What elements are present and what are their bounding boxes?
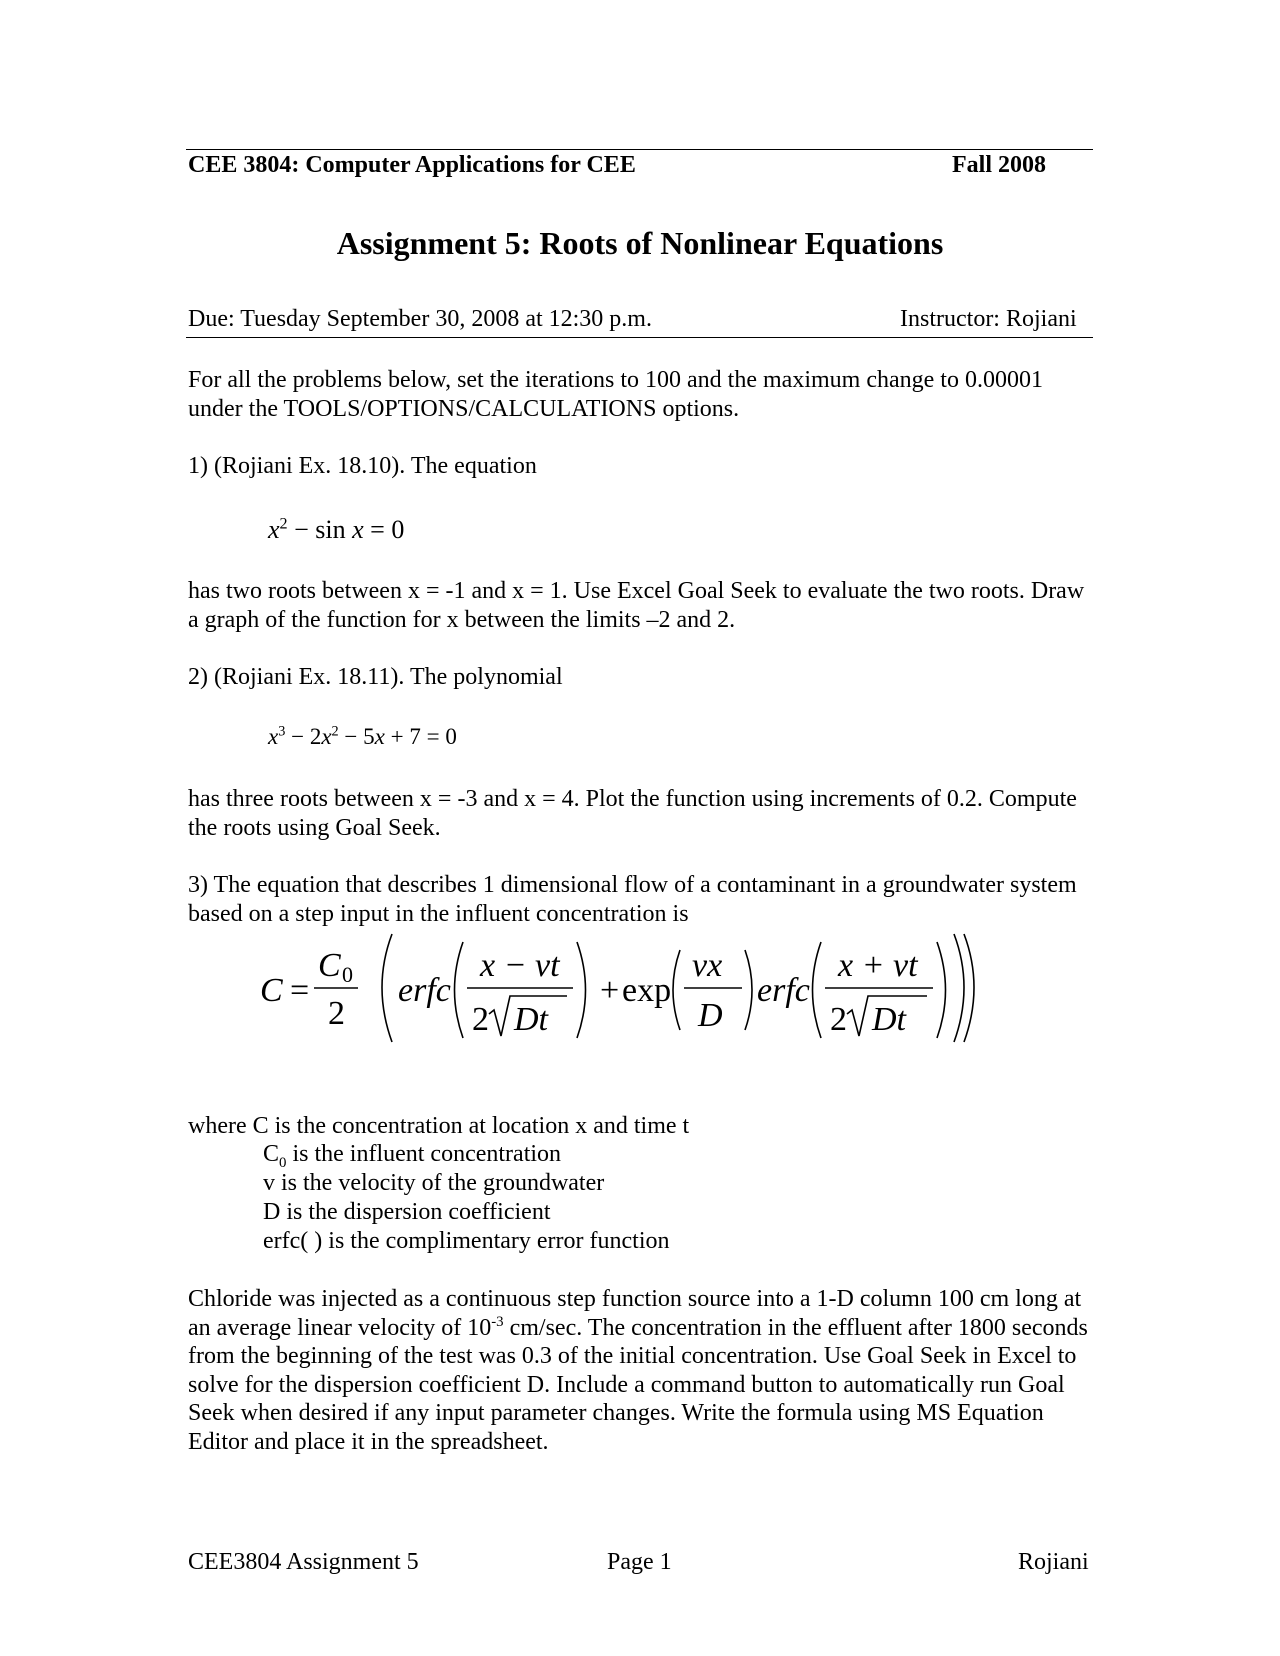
dispersion-formula <box>260 930 980 1050</box>
term-label: Fall 2008 <box>952 152 1046 178</box>
formula-num1: x − vt <box>480 947 560 984</box>
formula-den1-var: Dt <box>514 1001 548 1038</box>
formula-den1-coef: 2 <box>472 1001 489 1038</box>
header-bottom-rule <box>186 337 1093 338</box>
formula-c0-sub: 0 <box>342 962 353 987</box>
formula-lhs: C <box>260 972 283 1009</box>
due-date: Due: Tuesday September 30, 2008 at 12:30 p.m. <box>188 306 652 332</box>
problem2-heading: 2) (Rojiani Ex. 18.11). The polynomial <box>188 664 563 690</box>
intro-paragraph: For all the problems below, set the iterations to 100 and the maximum change to 0.00001 under the TOOLS/OPTIONS/CALCULATIONS options. <box>188 367 1043 422</box>
footer-page-number: Page 1 <box>607 1549 672 1575</box>
formula-den-exp: D <box>698 997 723 1034</box>
header-top-rule <box>186 149 1093 150</box>
problem1-heading: 1) (Rojiani Ex. 18.10). The equation <box>188 453 537 479</box>
formula-exp: exp <box>622 972 672 1009</box>
problem2-equation: $x^3 - 2x^2 - 5x + 7 = 0$ <box>268 723 457 749</box>
outer-left-paren <box>382 934 392 1042</box>
course-title: CEE 3804: Computer Applications for CEE <box>188 152 636 178</box>
formula-erfc1: erfc <box>398 972 451 1009</box>
definition-d: D is the dispersion coefficient <box>263 1199 551 1225</box>
formula-den2-coef: 2 <box>830 1001 847 1038</box>
formula-two: 2 <box>328 995 345 1032</box>
problem2-text: has three roots between x = -3 and x = 4. Plot the function using increments of 0.2. Compute the roots using Goal Seek. <box>188 786 1077 841</box>
footer-right: Rojiani <box>1018 1549 1089 1575</box>
definition-erfc: erfc( ) is the complimentary error function <box>263 1228 670 1254</box>
problem1-text: has two roots between x = -1 and x = 1. Use Excel Goal Seek to evaluate the two roots. Draw a graph of the function for x between the limits –2 and 2. <box>188 578 1085 633</box>
formula-plus: + <box>600 972 620 1009</box>
problem1-equation: $x^2 - \sin x = 0$ <box>268 515 405 544</box>
formula-num-exp: vx <box>692 947 723 984</box>
definition-v: v is the velocity of the groundwater <box>263 1170 605 1196</box>
formula-erfc2: erfc <box>757 972 810 1009</box>
formula-num2: x + vt <box>838 947 918 984</box>
assignment-title: Assignment 5: Roots of Nonlinear Equations <box>336 225 944 261</box>
formula-c0: C <box>318 947 341 984</box>
formula-den2-var: Dt <box>872 1001 906 1038</box>
outer-right-paren <box>954 934 964 1042</box>
definition-c0: $C_0$ is the influent concentration <box>263 1141 562 1171</box>
outer-right-paren-2 <box>964 934 974 1042</box>
footer-left: CEE3804 Assignment 5 <box>188 1549 419 1575</box>
problem3-intro: 3) The equation that describes 1 dimensional flow of a contaminant in a groundwater system based on a step input in the influent concentration is <box>188 872 1077 927</box>
chloride-paragraph: Chloride was injected as a continuous step function source into a 1-D column 100 cm long at an average linear velocity of $10^{-3}$ cm/sec. The concentration in the effluent after 1800 seconds from the beginning of the test was 0.3 of the initial concentration. Use Goal Seek in Excel to solve for the dispersion coefficient D. Include a command button to automatically run Goal Seek when desired if any input parameter changes. Write the formula using MS Equation Editor and place it in the spreadsheet. <box>188 1286 1088 1455</box>
formula-equals: = <box>290 972 310 1009</box>
instructor-label: Instructor: Rojiani <box>900 306 1077 332</box>
where-line: where C is the concentration at location x and time t <box>188 1113 690 1139</box>
